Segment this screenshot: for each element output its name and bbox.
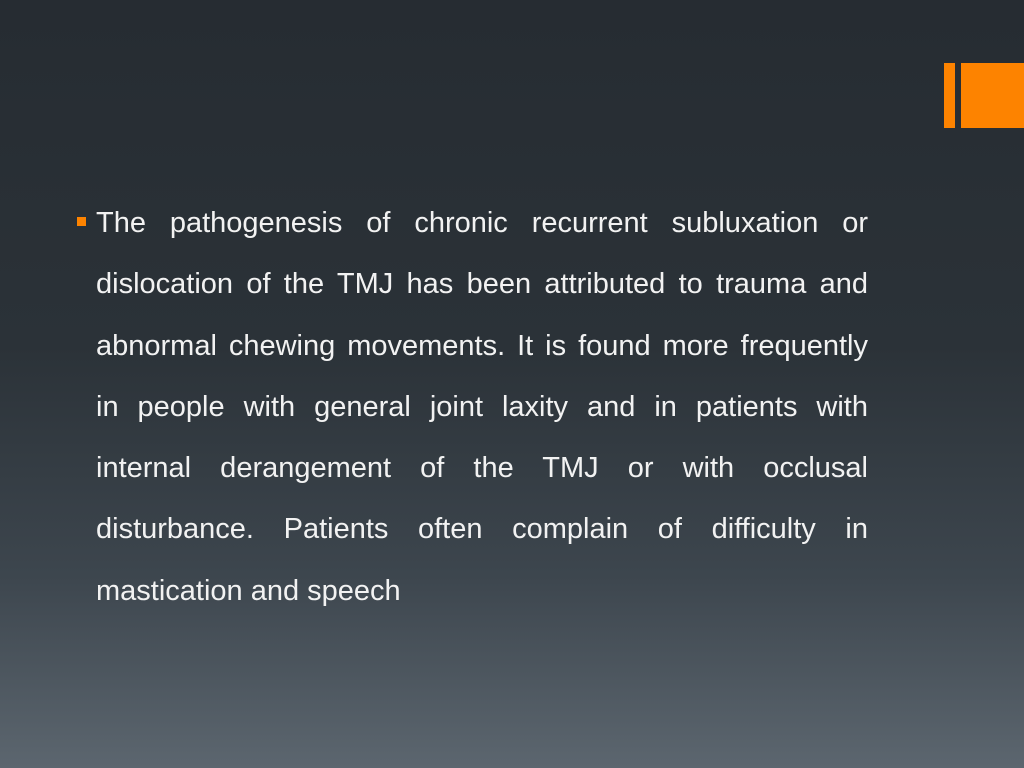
slide-body bbox=[76, 193, 868, 622]
bullet-text: The pathogenesis of chronic recurrent subluxation or dislocation of the TMJ has been attributed to trauma and abnormal chewing movements. It is found more frequently in people with general joint laxity and in patients with internal derangement of the TMJ or with occlusal disturbance. Patients often complain of difficulty in mastication and speech bbox=[96, 207, 868, 607]
accent-bar-thin bbox=[944, 63, 955, 128]
square-bullet-icon bbox=[77, 217, 86, 226]
bullet-item bbox=[76, 193, 868, 622]
accent-bar-thick bbox=[961, 63, 1024, 128]
